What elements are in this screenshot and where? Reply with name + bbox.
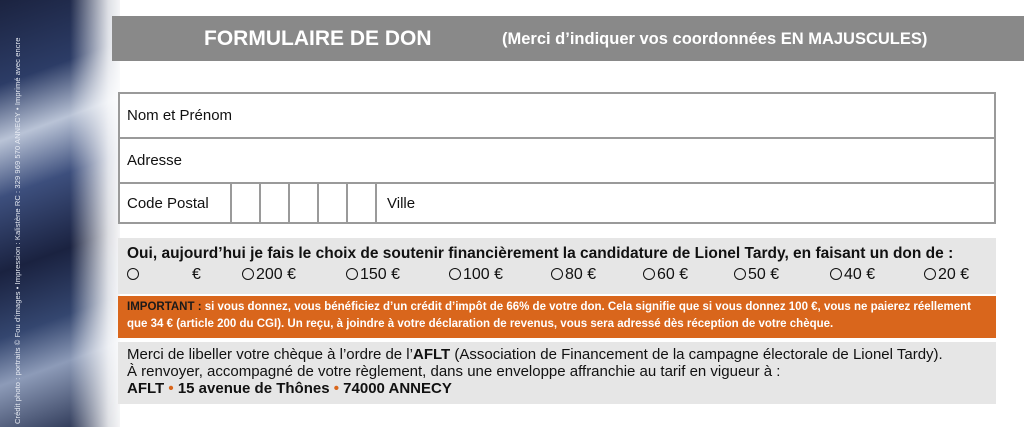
radio-icon[interactable] (346, 268, 358, 280)
radio-icon[interactable] (449, 268, 461, 280)
radio-icon[interactable] (551, 268, 563, 280)
radio-icon[interactable] (127, 268, 139, 280)
important-notice (118, 296, 996, 338)
donation-option-40[interactable]: 40 € (830, 266, 875, 284)
name-field[interactable] (120, 94, 994, 139)
donation-option-200[interactable]: 200 € (242, 266, 296, 284)
donation-option-custom[interactable] (127, 266, 141, 284)
radio-icon[interactable] (924, 268, 936, 280)
radio-icon[interactable] (643, 268, 655, 280)
address-label: Adresse (127, 152, 183, 169)
side-photo-fade (70, 0, 125, 427)
donation-option-60[interactable]: 60 € (643, 266, 688, 284)
donation-option-80[interactable]: 80 € (551, 266, 596, 284)
donation-option-50[interactable]: 50 € (734, 266, 779, 284)
radio-icon[interactable] (734, 268, 746, 280)
important-text: si vous donnez, vous bénéficiez d’un crédit d’impôt de 66% de votre don. Cela signifie que si vous donnez 100 €, vous ne paierez réellement que 34 € (article 200 du CGI). Un reçu, à joindre à votre déclaration de revenus, vous sera adressé dès réception de votre chèque. (127, 301, 971, 330)
postal-digit-box[interactable] (317, 184, 346, 224)
city-label: Ville (387, 195, 416, 212)
payment-line-2: À renvoyer, accompagné de votre règlement, dans une enveloppe affranchie au tarif en vigueur à : (127, 363, 781, 380)
postal-label: Code Postal (127, 195, 209, 212)
payment-instructions (118, 342, 996, 404)
form-title: FORMULAIRE DE DON (204, 27, 432, 50)
postal-city-row (120, 184, 994, 224)
radio-icon[interactable] (242, 268, 254, 280)
donation-option-100[interactable]: 100 € (449, 266, 503, 284)
donation-option-20[interactable]: 20 € (924, 266, 969, 284)
donation-question: Oui, aujourd’hui je fais le choix de soutenir financièrement la candidature de Lionel Tardy, en faisant un don de : (127, 245, 954, 262)
postal-digit-box[interactable] (288, 184, 317, 224)
name-label: Nom et Prénom (127, 107, 233, 124)
city-separator (375, 184, 377, 224)
payment-line-1: Merci de libeller votre chèque à l’ordre de l’AFLT (Association de Financement de la campagne électorale de Lionel Tardy). (127, 346, 943, 363)
donation-option-custom-unit: € (192, 266, 201, 283)
mailing-address: AFLT • 15 avenue de Thônes • 74000 ANNECY (127, 380, 452, 397)
important-label: IMPORTANT : (127, 301, 202, 313)
radio-icon[interactable] (830, 268, 842, 280)
postal-digit-box[interactable] (230, 184, 259, 224)
postal-digit-box[interactable] (259, 184, 288, 224)
address-field[interactable] (120, 139, 994, 184)
contact-form (118, 92, 996, 224)
form-subtitle: (Merci d’indiquer vos coordonnées EN MAJUSCULES) (502, 30, 928, 48)
donation-option-150[interactable]: 150 € (346, 266, 400, 284)
postal-digit-box[interactable] (346, 184, 375, 224)
photo-credit: Crédit photo : portraits © Fou d'images • Impression : Kalistène RC : 329 969 570 ANNECY • Imprimé avec encre (13, 37, 22, 424)
donation-panel (118, 238, 996, 294)
form-header (112, 16, 1024, 61)
